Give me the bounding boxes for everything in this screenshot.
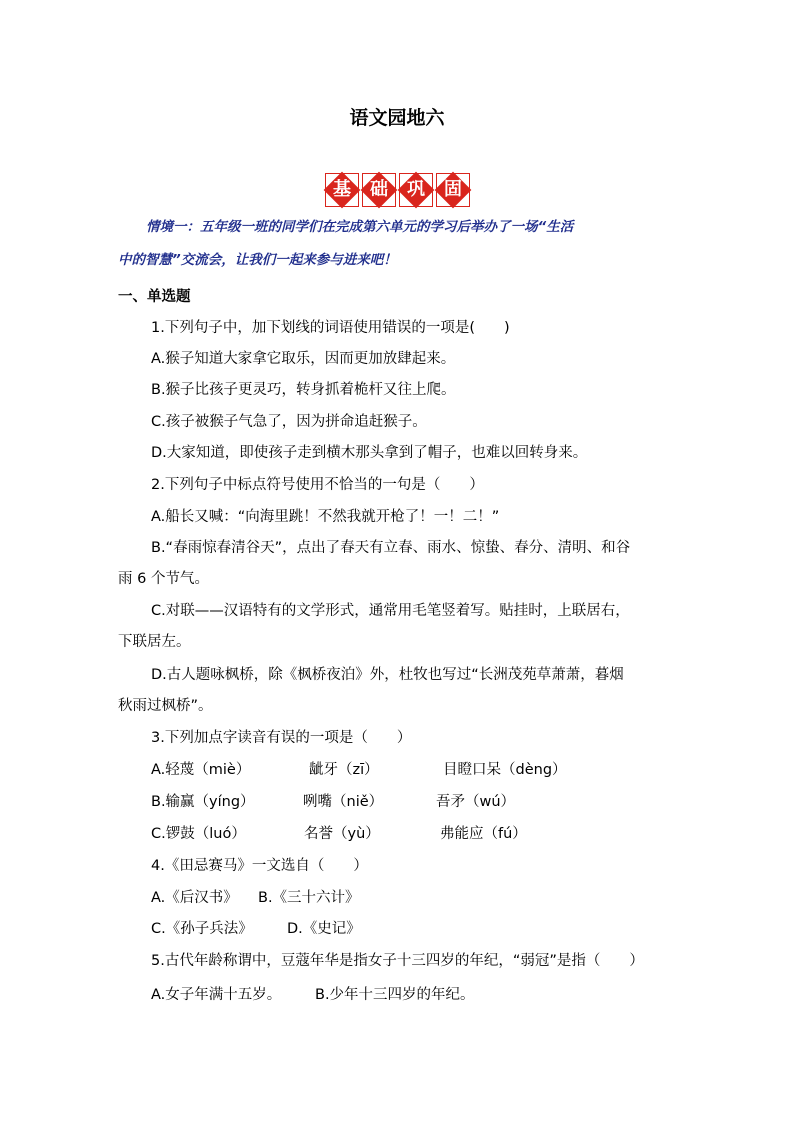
q3-option: C.锣鼓（luó）	[151, 826, 246, 842]
q2-option-a: A.船长又喊：“向海里跳！不然我就开枪了！一！二！”	[151, 509, 500, 525]
q4-stem: 4.《田忌赛马》一文选自（ ）	[151, 858, 368, 874]
q2-option-d-line1: D.古人题咏枫桥，除《枫桥夜泊》外，杜牧也写过“长洲茂苑草萧萧，暮烟	[151, 667, 624, 683]
q2-option-b-line1: B.“春雨惊春清谷天”，点出了春天有立春、雨水、惊蛰、春分、清明、和谷	[151, 540, 631, 556]
q3-option: 名誉（yù）	[304, 826, 380, 842]
section-heading: 一、单选题	[118, 289, 191, 305]
q4-row-1	[151, 886, 360, 907]
q5-stem: 5.古代年龄称谓中，豆蔻年华是指女子十三四岁的年纪，“弱冠”是指（ ）	[151, 953, 644, 969]
q2-option-c-line1: C.对联——汉语特有的文学形式，通常用毛笔竖着写。贴挂时，上联居右，	[151, 603, 630, 619]
banner-tile	[361, 172, 397, 208]
q4-option: D.《史记》	[287, 921, 361, 937]
q3-option: 咧嘴（niě）	[303, 794, 384, 810]
q1-stem: 1.下列句子中，加下划线的词语使用错误的一项是( )	[151, 320, 510, 336]
section-banner	[324, 172, 472, 212]
q2-option-c-line2: 下联居左。	[118, 634, 191, 650]
q1-option-d: D.大家知道，即使孩子走到横木那头拿到了帽子，也难以回转身来。	[151, 445, 588, 461]
q2-stem: 2.下列句子中标点符号使用不恰当的一句是（ ）	[151, 477, 484, 493]
q5-option: A.女子年满十五岁。	[151, 987, 282, 1003]
q3-option: B.输赢（yíng）	[151, 794, 255, 810]
q3-row-a	[151, 758, 567, 779]
intro-line-1: 情境一：五年级一班的同学们在完成第六单元的学习后举办了一场“生活	[146, 219, 574, 235]
q4-option: B.《三十六计》	[258, 890, 360, 906]
banner-tile	[435, 172, 471, 208]
q3-stem: 3.下列加点字读音有误的一项是（ ）	[151, 730, 412, 746]
q3-option: 龇牙（zī）	[309, 762, 379, 778]
q4-option: C.《孙子兵法》	[151, 921, 253, 937]
q5-row-1	[151, 983, 475, 1004]
banner-char: 巩	[407, 179, 425, 200]
q1-option-c: C.孩子被猴子气急了，因为拼命追赶猴子。	[151, 414, 427, 430]
q4-option: A.《后汉书》	[151, 890, 238, 906]
q1-option-a: A.猴子知道大家拿它取乐，因而更加放肆起来。	[151, 351, 456, 367]
q1-option-b: B.猴子比孩子更灵巧，转身抓着桅杆又往上爬。	[151, 382, 456, 398]
banner-tile	[324, 172, 360, 208]
q5-option: B.少年十三四岁的年纪。	[315, 987, 475, 1003]
intro-line-2: 中的智慧”交流会，让我们一起来参与进来吧！	[118, 252, 397, 268]
q3-option: A.轻蔑（miè）	[151, 762, 251, 778]
q3-row-b	[151, 790, 515, 811]
q3-option: 弗能应（fú）	[440, 826, 527, 842]
q2-option-d-line2: 秋雨过枫桥”。	[118, 698, 213, 714]
q3-option: 目瞪口呆（dèng）	[443, 762, 567, 778]
q3-option: 吾矛（wú）	[436, 794, 516, 810]
q4-row-2	[151, 917, 361, 938]
page-title: 语文园地六	[349, 107, 445, 129]
banner-char: 础	[370, 179, 388, 200]
banner-tile	[398, 172, 434, 208]
q2-option-b-line2: 雨 6 个节气。	[118, 571, 209, 587]
q3-row-c	[151, 822, 527, 843]
banner-char: 固	[444, 179, 462, 200]
banner-char: 基	[333, 179, 351, 200]
